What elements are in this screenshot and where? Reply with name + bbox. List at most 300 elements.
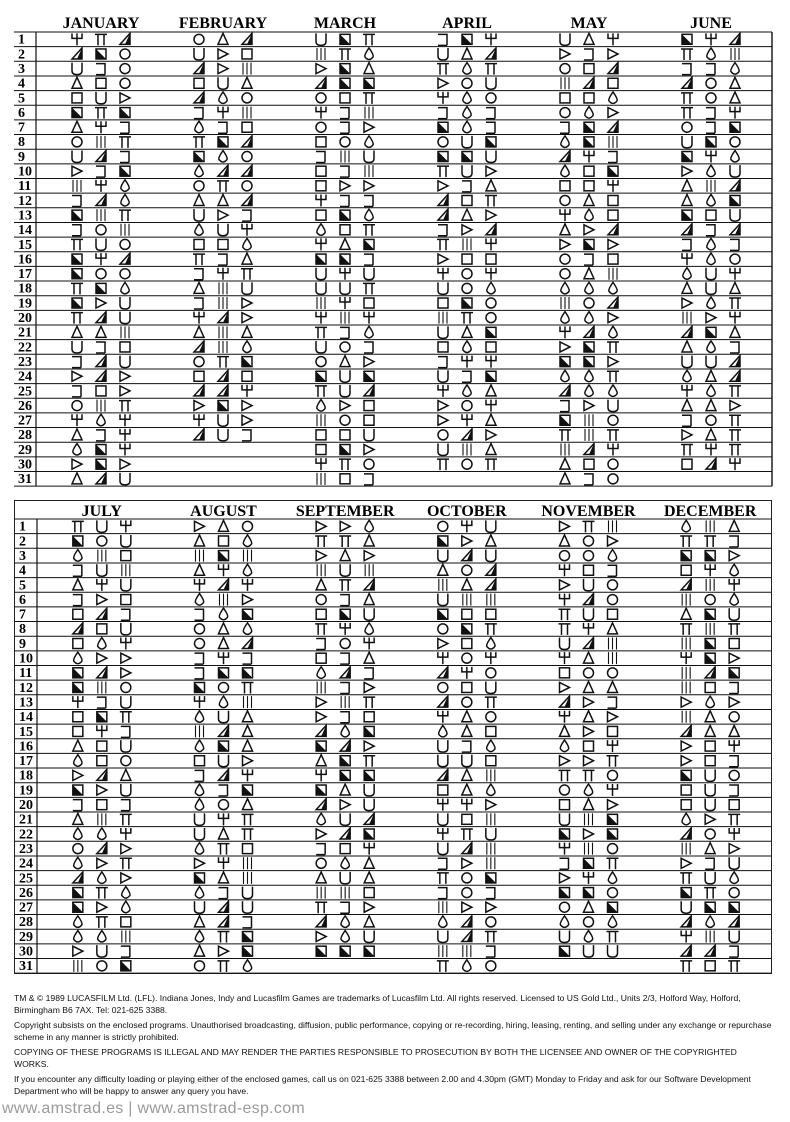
bowtie-icon — [364, 357, 374, 367]
square-icon — [97, 756, 107, 766]
circle-icon — [560, 108, 570, 118]
half-delta-icon — [681, 828, 691, 839]
half-delta-icon — [97, 608, 107, 619]
fork-icon — [584, 623, 594, 635]
bowtie-icon — [438, 639, 448, 649]
day-number: 12 — [19, 680, 33, 696]
day-number: 23 — [19, 841, 33, 857]
lines-icon — [365, 564, 373, 576]
circle-icon — [560, 269, 570, 279]
half-square-icon — [608, 814, 618, 824]
fork-icon — [438, 385, 448, 397]
cup-icon — [195, 813, 205, 825]
half-delta-icon — [194, 63, 204, 74]
hook-icon — [486, 122, 495, 133]
cup-icon — [486, 681, 496, 693]
half-square-icon — [340, 445, 350, 455]
half-square-icon — [340, 770, 350, 780]
lines-icon — [97, 400, 105, 412]
square-icon — [195, 756, 205, 766]
cup-icon — [438, 282, 448, 294]
bowtie-icon — [608, 49, 618, 59]
circle-icon — [96, 269, 106, 279]
hook-icon — [438, 108, 447, 119]
drop-icon — [487, 784, 495, 796]
lines-icon — [682, 594, 690, 606]
day-number: 29 — [18, 442, 32, 458]
half-square-icon — [96, 49, 106, 59]
hook-icon — [729, 756, 738, 767]
drop-icon — [219, 608, 227, 620]
square-icon — [462, 254, 472, 264]
pi-icon — [95, 108, 107, 119]
drop-icon — [584, 931, 592, 943]
drop-icon — [243, 564, 251, 576]
hook-icon — [72, 195, 81, 206]
delta-icon — [705, 843, 715, 854]
half-square-icon — [72, 269, 82, 279]
bowtie-icon — [705, 814, 715, 824]
half-delta-icon — [243, 638, 253, 649]
hook-icon — [96, 64, 105, 75]
lines-icon — [682, 667, 690, 679]
day-number: 16 — [19, 739, 33, 755]
half-square-icon — [705, 653, 715, 663]
bowtie-icon — [364, 682, 374, 692]
delta-icon — [462, 326, 472, 337]
hook-icon — [682, 239, 691, 250]
half-square-icon — [681, 888, 691, 898]
cup-icon — [706, 356, 716, 368]
circle-icon — [120, 64, 130, 74]
cup-icon — [584, 945, 594, 957]
half-square-icon — [72, 298, 82, 308]
delta-icon — [121, 769, 131, 780]
pi-icon — [607, 430, 619, 441]
day-number: 30 — [18, 457, 32, 473]
pi-icon — [485, 64, 497, 75]
pi-icon — [485, 459, 497, 470]
half-delta-icon — [730, 356, 740, 367]
hook-icon — [316, 844, 325, 855]
bowtie-icon — [560, 873, 570, 883]
cup-icon — [682, 136, 692, 148]
lines-icon — [609, 652, 617, 664]
circle-icon — [705, 829, 715, 839]
drop-icon — [609, 92, 617, 104]
circle-icon — [120, 49, 130, 59]
pi-icon — [363, 697, 375, 708]
circle-icon — [584, 536, 594, 546]
delta-icon — [730, 326, 740, 337]
day-number: 20 — [18, 311, 32, 326]
cup-icon — [121, 535, 131, 547]
pi-icon — [728, 961, 740, 972]
cup-icon — [438, 48, 448, 60]
fork-icon — [682, 385, 692, 397]
lines-icon — [341, 151, 349, 163]
bowtie-icon — [608, 239, 618, 249]
drop-icon — [195, 165, 203, 177]
half-delta-icon — [438, 667, 448, 678]
lines-icon — [97, 209, 105, 221]
delta-icon — [705, 725, 715, 736]
half-delta-icon — [96, 370, 106, 381]
day-number: 18 — [18, 281, 32, 297]
fork-icon — [218, 268, 228, 280]
bowtie-icon — [121, 668, 131, 678]
cup-icon — [729, 857, 739, 869]
delta-icon — [219, 623, 229, 634]
half-square-icon — [340, 64, 350, 74]
delta-icon — [72, 429, 82, 440]
half-delta-icon — [316, 799, 326, 810]
bowtie-icon — [97, 785, 107, 795]
pi-icon — [607, 858, 619, 869]
bowtie-icon — [560, 521, 570, 531]
drop-icon — [707, 194, 715, 206]
square-icon — [560, 93, 570, 103]
drop-icon — [731, 63, 739, 75]
hook-icon — [121, 800, 130, 811]
half-delta-icon — [96, 473, 106, 484]
day-number: 8 — [18, 135, 25, 151]
pi-icon — [363, 34, 375, 45]
half-delta-icon — [438, 209, 448, 220]
square-icon — [462, 195, 472, 205]
day-number: 13 — [19, 695, 33, 711]
square-icon — [608, 254, 618, 264]
half-square-icon — [96, 283, 106, 293]
hook-icon — [121, 946, 130, 957]
square-icon — [73, 726, 83, 736]
circle-icon — [486, 313, 496, 323]
hook-icon — [194, 298, 203, 309]
drop-icon — [731, 151, 739, 163]
square-icon — [219, 536, 229, 546]
hook-icon — [120, 152, 129, 163]
half-delta-icon — [438, 194, 448, 205]
delta-icon — [706, 370, 716, 381]
half-delta-icon — [462, 429, 472, 440]
delta-icon — [364, 652, 374, 663]
half-square-icon — [608, 829, 618, 839]
day-number: 10 — [19, 651, 33, 667]
drop-icon — [585, 209, 593, 221]
cup-icon — [364, 784, 374, 796]
delta-icon — [364, 857, 374, 868]
delta-icon — [584, 901, 594, 912]
delta-icon — [340, 784, 350, 795]
hook-icon — [706, 225, 715, 236]
cup-icon — [218, 429, 228, 441]
half-square-icon — [584, 858, 594, 868]
delta-icon — [682, 180, 692, 191]
pi-icon — [680, 536, 692, 547]
delta-icon — [462, 209, 472, 220]
fork-icon — [340, 297, 350, 309]
half-delta-icon — [97, 769, 107, 780]
drop-icon — [243, 535, 251, 547]
circle-icon — [486, 93, 496, 103]
half-delta-icon — [730, 180, 740, 191]
half-delta-icon — [316, 77, 326, 88]
lines-icon — [706, 931, 714, 943]
half-square-icon — [705, 639, 715, 649]
half-delta-icon — [438, 769, 448, 780]
drop-icon — [243, 960, 251, 972]
day-number: 31 — [18, 472, 32, 488]
half-square-icon — [682, 152, 692, 162]
square-icon — [316, 653, 326, 663]
pi-icon — [437, 64, 449, 75]
fork-icon — [486, 33, 496, 45]
half-square-icon — [340, 254, 350, 264]
hook-icon — [340, 653, 349, 664]
cup-icon — [560, 813, 570, 825]
drop-icon — [195, 843, 203, 855]
square-icon — [121, 595, 131, 605]
lines-icon — [585, 429, 593, 441]
fork-icon — [729, 740, 739, 752]
circle-icon — [608, 459, 618, 469]
hook-icon — [72, 225, 81, 236]
half-delta-icon — [72, 48, 82, 59]
fork-icon — [584, 151, 594, 163]
lines-icon — [463, 238, 471, 250]
delta-icon — [243, 725, 253, 736]
square-icon — [682, 459, 692, 469]
circle-icon — [706, 415, 716, 425]
delta-icon — [219, 520, 229, 531]
hook-icon — [340, 166, 349, 177]
fork-icon — [120, 414, 130, 426]
circle-icon — [438, 682, 448, 692]
delta-icon — [218, 33, 228, 44]
fork-icon — [706, 444, 716, 456]
delta-icon — [682, 194, 692, 205]
cup-icon — [705, 784, 715, 796]
circle-icon — [438, 521, 448, 531]
square-icon — [242, 371, 252, 381]
circle-icon — [486, 961, 496, 971]
cup-icon — [243, 901, 253, 913]
delta-icon — [438, 564, 448, 575]
lines-icon — [682, 843, 690, 855]
hook-icon — [682, 415, 691, 426]
square-icon — [340, 225, 350, 235]
circle-icon — [560, 195, 570, 205]
fork-icon — [560, 594, 570, 606]
hook-icon — [438, 225, 447, 236]
delta-icon — [730, 282, 740, 293]
fork-icon — [462, 414, 472, 426]
pi-icon — [217, 181, 229, 192]
hook-icon — [195, 609, 204, 620]
fork-icon — [242, 224, 252, 236]
bowtie-icon — [438, 254, 448, 264]
bowtie-icon — [608, 800, 618, 810]
cup-icon — [72, 341, 82, 353]
bowtie-icon — [584, 697, 594, 707]
pi-icon — [680, 961, 692, 972]
square-icon — [73, 639, 83, 649]
square-icon — [364, 298, 374, 308]
hook-icon — [73, 800, 82, 811]
day-number: 23 — [18, 354, 32, 370]
circle-icon — [97, 536, 107, 546]
pi-icon — [363, 225, 375, 236]
day-number: 25 — [19, 871, 33, 887]
drop-icon — [561, 370, 569, 382]
lines-icon — [682, 711, 690, 723]
pi-icon — [485, 624, 497, 635]
circle-icon — [706, 78, 716, 88]
hook-icon — [462, 741, 471, 752]
half-square-icon — [462, 152, 472, 162]
cup-icon — [218, 77, 228, 89]
drop-icon — [682, 520, 690, 532]
fork-icon — [608, 740, 618, 752]
bowtie-icon — [560, 682, 570, 692]
cup-icon — [730, 209, 740, 221]
lines-icon — [317, 473, 325, 485]
bowtie-icon — [316, 521, 326, 531]
drop-icon — [730, 872, 738, 884]
bowtie-icon — [560, 342, 570, 352]
half-delta-icon — [584, 638, 594, 649]
drop-icon — [98, 828, 106, 840]
drop-icon — [365, 623, 373, 635]
day-number: 2 — [18, 47, 25, 63]
hook-icon — [608, 697, 617, 708]
bowtie-icon — [97, 595, 107, 605]
circle-icon — [73, 844, 83, 854]
half-square-icon — [340, 210, 350, 220]
day-number: 22 — [18, 340, 32, 356]
cup-icon — [364, 799, 374, 811]
pi-icon — [728, 624, 740, 635]
square-icon — [486, 726, 496, 736]
half-delta-icon — [97, 843, 107, 854]
drop-icon — [609, 282, 617, 294]
cup-icon — [97, 564, 107, 576]
fork-icon — [462, 667, 472, 679]
half-delta-icon — [340, 740, 350, 751]
lines-icon — [98, 813, 106, 825]
hook-icon — [682, 64, 691, 75]
cup-icon — [316, 282, 326, 294]
bowtie-icon — [560, 239, 570, 249]
delta-icon — [219, 638, 229, 649]
pi-icon — [119, 137, 131, 148]
bowtie-icon — [316, 697, 326, 707]
pi-icon — [315, 624, 327, 635]
half-square-icon — [706, 327, 716, 337]
bowtie-icon — [364, 181, 374, 191]
cup-icon — [438, 594, 448, 606]
pi-icon — [315, 386, 327, 397]
bowtie-icon — [194, 401, 204, 411]
circle-icon — [729, 888, 739, 898]
square-icon — [462, 609, 472, 619]
hook-icon — [97, 697, 106, 708]
half-square-icon — [584, 137, 594, 147]
square-icon — [608, 210, 618, 220]
cup-icon — [364, 931, 374, 943]
half-square-icon — [682, 210, 692, 220]
hook-icon — [608, 565, 617, 576]
circle-icon — [195, 639, 205, 649]
square-icon — [608, 195, 618, 205]
lines-icon — [121, 326, 129, 338]
delta-icon — [96, 326, 106, 337]
circle-icon — [462, 873, 472, 883]
half-delta-icon — [682, 224, 692, 235]
half-delta-icon — [705, 667, 715, 678]
pi-icon — [363, 283, 375, 294]
half-delta-icon — [194, 429, 204, 440]
circle-icon — [195, 961, 205, 971]
cup-icon — [438, 843, 448, 855]
hook-icon — [729, 536, 738, 547]
delta-icon — [364, 535, 374, 546]
square-icon — [705, 741, 715, 751]
drop-icon — [608, 872, 616, 884]
half-square-icon — [364, 770, 374, 780]
bowtie-icon — [729, 844, 739, 854]
cup-icon — [729, 608, 739, 620]
pi-icon — [680, 624, 692, 635]
half-square-icon — [584, 342, 594, 352]
half-square-icon — [706, 137, 716, 147]
circle-icon — [219, 682, 229, 692]
fork-icon — [438, 268, 448, 280]
bowtie-icon — [729, 551, 739, 561]
half-delta-icon — [462, 843, 472, 854]
bowtie-icon — [730, 401, 740, 411]
half-square-icon — [316, 741, 326, 751]
half-square-icon — [584, 357, 594, 367]
cup-icon — [96, 92, 106, 104]
day-number: 4 — [19, 563, 26, 579]
delta-icon — [729, 520, 739, 531]
cup-icon — [486, 151, 496, 163]
lines-icon — [122, 564, 130, 576]
half-square-icon — [486, 873, 496, 883]
bowtie-icon — [340, 181, 350, 191]
half-square-icon — [73, 902, 83, 912]
cup-icon — [195, 828, 205, 840]
drop-icon — [463, 92, 471, 104]
bowtie-icon — [218, 49, 228, 59]
drop-icon — [195, 799, 203, 811]
half-delta-icon — [730, 33, 740, 44]
drop-icon — [463, 960, 471, 972]
bowtie-icon — [729, 697, 739, 707]
drop-icon — [365, 136, 373, 148]
month-header-february: FEBRUARY — [178, 15, 268, 32]
lines-icon — [243, 63, 251, 75]
circle-icon — [584, 917, 594, 927]
delta-icon — [729, 725, 739, 736]
hook-icon — [194, 108, 203, 119]
square-icon — [316, 137, 326, 147]
day-number: 30 — [19, 944, 33, 960]
circle-icon — [560, 551, 570, 561]
cup-icon — [72, 151, 82, 163]
pi-icon — [607, 371, 619, 382]
